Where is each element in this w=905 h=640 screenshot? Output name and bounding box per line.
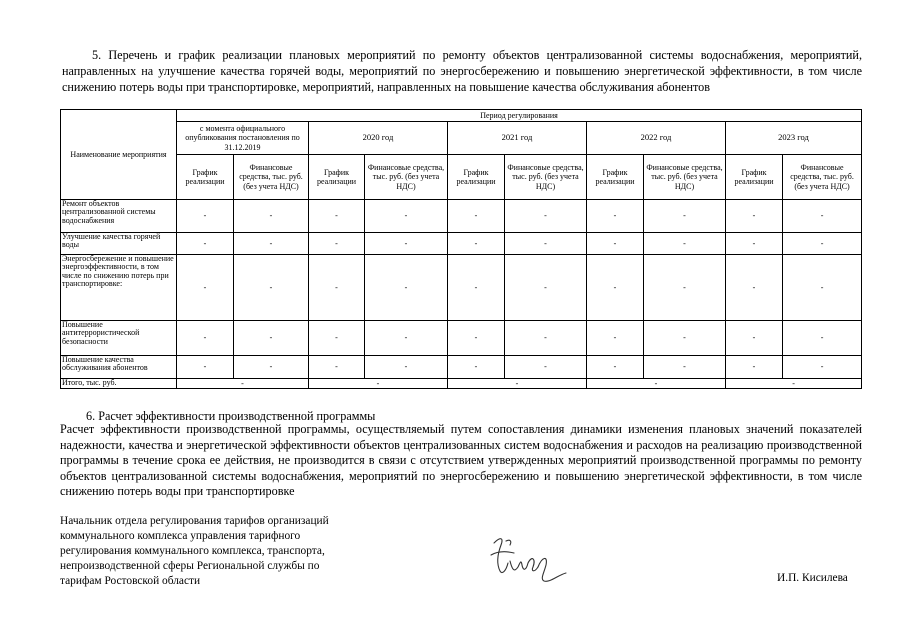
cell-value: - [783, 255, 862, 321]
cell-value: - [587, 255, 644, 321]
cell-value: - [177, 233, 234, 255]
total-value: - [309, 379, 448, 389]
total-value: - [587, 379, 726, 389]
cell-value: - [783, 356, 862, 379]
cell-value: - [448, 200, 505, 233]
cell-value: - [726, 321, 783, 356]
cell-value: - [587, 356, 644, 379]
row-label: Энергосбережение и повышение энергоэффективности, в том числе по снижению потерь при транспортировке: [61, 255, 177, 321]
cell-value: - [234, 200, 309, 233]
cell-value: - [177, 255, 234, 321]
row-label: Улучшение качества горячей воды [61, 233, 177, 255]
cell-value: - [448, 356, 505, 379]
cell-value: - [644, 233, 726, 255]
cell-value: - [365, 200, 448, 233]
table-row [61, 255, 862, 321]
cell-value: - [309, 321, 365, 356]
finance-subheader: Финансовые средства, тыс. руб. (без учета НДС) [365, 155, 448, 200]
cell-value: - [505, 321, 587, 356]
year-header: 2022 год [587, 122, 726, 155]
year-header: 2023 год [726, 122, 862, 155]
cell-value: - [726, 356, 783, 379]
cell-value: - [644, 356, 726, 379]
cell-value: - [644, 321, 726, 356]
schedule-subheader: График реализации [726, 155, 783, 200]
signer-name: И.П. Кисилева [777, 572, 848, 584]
cell-value: - [365, 255, 448, 321]
cell-value: - [448, 321, 505, 356]
cell-value: - [726, 233, 783, 255]
row-label: Ремонт объектов централизованной системы водоснабжения [61, 200, 177, 233]
cell-value: - [726, 200, 783, 233]
cell-value: - [234, 356, 309, 379]
position-line: коммунального комплекса управления тарифного [60, 530, 301, 542]
table-row [61, 200, 862, 233]
cell-value: - [587, 321, 644, 356]
cell-value: - [726, 255, 783, 321]
section-6-paragraph: Расчет эффективности производственной программы, осуществляемый путем сопоставления динамики изменения плановых значений показателей надежности, качества и энергетической эффективности объектов централизованных систем водоснабжения и расходов на реализацию производственной программы в течение срока ее действия, не производится в связи с отсутствием утвержденных мероприятий производственной программы по ремонту объектов централизованной системы водоснабжения, мероприятий по энергосбережению и повышению энергетической эффективности, в том числе снижению потерь воды при транспортировке [60, 422, 862, 499]
position-line: регулирования коммунального комплекса, транспорта, [60, 545, 325, 557]
cell-value: - [177, 200, 234, 233]
finance-subheader: Финансовые средства, тыс. руб. (без учета НДС) [234, 155, 309, 200]
cell-value: - [448, 233, 505, 255]
cell-value: - [365, 321, 448, 356]
finance-subheader: Финансовые средства, тыс. руб. (без учета НДС) [644, 155, 726, 200]
total-label: Итого, тыс. руб. [61, 379, 177, 389]
position-line: непроизводственной сферы Региональной службы по [60, 560, 320, 572]
period-header: Период регулирования [177, 110, 862, 122]
section-5-paragraph: 5. Перечень и график реализации плановых мероприятий по ремонту объектов централизованной системы водоснабжения, мероприятий, направленных на улучшение качества горячей воды, мероприятий по энергосбережению и повышению энергетической эффективности, в том числе снижению потерь воды при транспортировке, мероприятий, направленных на повышение качества обслуживания абонентов [62, 48, 862, 94]
cell-value: - [177, 356, 234, 379]
cell-value: - [234, 321, 309, 356]
cell-value: - [309, 200, 365, 233]
cell-value: - [783, 233, 862, 255]
cell-value: - [505, 233, 587, 255]
cell-value: - [505, 356, 587, 379]
cell-value: - [783, 200, 862, 233]
cell-value: - [234, 233, 309, 255]
cell-value: - [783, 321, 862, 356]
cell-value: - [309, 255, 365, 321]
signatory-position [60, 514, 380, 589]
cell-value: - [587, 200, 644, 233]
total-value: - [177, 379, 309, 389]
schedule-subheader: График реализации [309, 155, 365, 200]
cell-value: - [505, 255, 587, 321]
table-row [61, 233, 862, 255]
section-6-heading: 6. Расчет эффективности производственной программы [86, 409, 376, 423]
cell-value: - [365, 233, 448, 255]
total-row [61, 379, 862, 389]
cell-value: - [505, 200, 587, 233]
cell-value: - [644, 200, 726, 233]
finance-subheader: Финансовые средства, тыс. руб. (без учета НДС) [505, 155, 587, 200]
position-line: тарифам Ростовской области [60, 575, 201, 587]
cell-value: - [309, 233, 365, 255]
cell-value: - [177, 321, 234, 356]
table-row [61, 356, 862, 379]
schedule-subheader: График реализации [177, 155, 234, 200]
table-row [61, 321, 862, 356]
total-value: - [726, 379, 862, 389]
cell-value: - [234, 255, 309, 321]
cell-value: - [365, 356, 448, 379]
position-line: Начальник отдела регулирования тарифов организаций [60, 515, 329, 527]
cell-value: - [644, 255, 726, 321]
finance-subheader: Финансовые средства, тыс. руб. (без учета НДС) [783, 155, 862, 200]
measures-table [60, 109, 862, 389]
cell-value: - [448, 255, 505, 321]
name-header: Наименование мероприятия [61, 110, 177, 200]
cell-value: - [309, 356, 365, 379]
row-label: Повышение качества обслуживания абонентов [61, 356, 177, 379]
schedule-subheader: График реализации [448, 155, 505, 200]
period-first-header: с момента официального опубликования постановления по 31.12.2019 [177, 122, 309, 155]
year-header: 2021 год [448, 122, 587, 155]
handwritten-signature [488, 533, 570, 585]
row-label: Повышение антитеррористической безопасности [61, 321, 177, 356]
schedule-subheader: График реализации [587, 155, 644, 200]
total-value: - [448, 379, 587, 389]
year-header: 2020 год [309, 122, 448, 155]
cell-value: - [587, 233, 644, 255]
